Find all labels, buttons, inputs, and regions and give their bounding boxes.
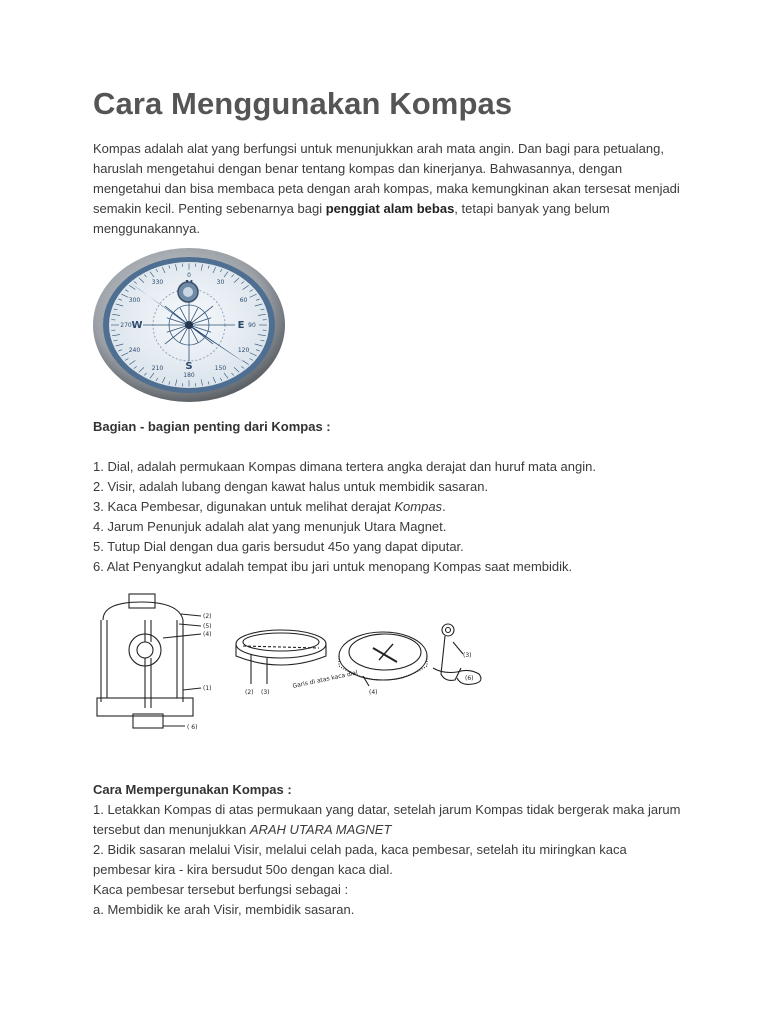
diagram-side-labels	[463, 652, 474, 682]
dial-degree-label: 150	[214, 365, 227, 373]
diagram-front-labels	[187, 613, 212, 731]
compass-photo	[92, 246, 288, 403]
usage-step-2: 2. Bidik sasaran melalui Visir, melalui celah pada, kaca pembesar, setelah itu miringkan kaca pembesar kira - kira bersudut 50o dengan kaca dial.	[93, 842, 627, 877]
diagram-label: (4)	[369, 689, 378, 696]
intro-text-start: Kompas adalah alat yang berfungsi untuk menunjukkan arah mata angin. Dan bagi para petualang, haruslah mengetahui dengan benar tentang kompas dan kinerjanya. Bahwasannya, dengan mengetahui dan bisa membaca peta dengan arah kompas, maka kemungkinan akan tersesat menjadi semakin kecil. Penting sebenarnya bagi	[93, 141, 680, 216]
usage-step-1	[93, 800, 683, 840]
dial-degree-label: 30	[216, 278, 225, 286]
diagram-label: (3)	[261, 689, 270, 696]
intro-paragraph	[93, 139, 683, 239]
diagram-label: (2)	[245, 689, 254, 696]
dial-degree-label: 240	[128, 346, 141, 354]
parts-heading: Bagian - bagian penting dari Kompas :	[93, 419, 331, 434]
parts-list	[93, 457, 596, 577]
sight-lens-inner	[183, 287, 193, 297]
diagram-label: (2)	[203, 613, 212, 620]
diagram-side-view	[433, 624, 481, 684]
intro-text-end: , tetapi banyak yang belum menggunakannya.	[93, 201, 610, 236]
usage-section	[93, 780, 683, 920]
usage-step-1-text: 1. Letakkan Kompas di atas permukaan yang datar, setelah jarum Kompas tidak bergerak maka jarum tersebut dan menunjukkan	[93, 802, 681, 837]
dial-degree-label: 90	[248, 322, 256, 329]
diagram-lid-view	[236, 630, 326, 684]
list-item	[93, 497, 596, 517]
list-item-end: .	[442, 499, 446, 514]
usage-heading: Cara Mempergunakan Kompas :	[93, 782, 292, 797]
diagram-body-labels	[369, 689, 378, 696]
dial-degree-label: 330	[151, 278, 164, 286]
dial-cardinal-label: E	[237, 320, 245, 331]
list-item: 2. Visir, adalah lubang dengan kawat halus untuk membidik sasaran.	[93, 479, 489, 494]
diagram-front-view	[97, 594, 201, 728]
page-title: Cara Menggunakan Kompas	[93, 86, 513, 121]
diagram-label: (3)	[463, 652, 472, 659]
list-item: 5. Tutup Dial dengan dua garis bersudut 45o yang dapat diputar.	[93, 539, 464, 554]
needle-pivot	[185, 321, 193, 329]
dial-degree-label: 120	[237, 346, 250, 354]
dial-degree-label: 300	[128, 297, 141, 305]
diagram-label: (4)	[203, 631, 212, 638]
dial-degree-label: 60	[239, 297, 248, 305]
dial-degree-label: 270	[120, 322, 132, 329]
diagram-label: (6)	[465, 675, 474, 682]
diagram-body-view	[339, 632, 427, 686]
usage-line-4: a. Membidik ke arah Visir, membidik sasaran.	[93, 902, 355, 917]
italic-term: Kompas	[394, 499, 443, 514]
dial-cardinal-label: S	[185, 361, 193, 373]
list-item-text: 3. Kaca Pembesar, digunakan untuk melihat derajat	[93, 499, 395, 514]
dial-degree-label: 210	[151, 365, 164, 373]
intro-bold-term: penggiat alam bebas	[325, 201, 455, 216]
diagram-label: ( 6)	[187, 724, 198, 731]
list-item: 1. Dial, adalah permukaan Kompas dimana tertera angka derajat dan huruf mata angin.	[93, 459, 596, 474]
usage-step-1-italic: ARAH UTARA MAGNET	[249, 822, 392, 837]
diagram-lid-labels	[245, 669, 359, 696]
dial-cardinal-label: W	[131, 320, 143, 331]
dial-degree-label: 0	[187, 272, 191, 280]
compass-parts-diagram	[93, 590, 488, 740]
diagram-label: (1)	[203, 685, 212, 692]
dial-degree-label: 180	[183, 371, 195, 379]
diagram-note: Garis di atas kaca dial	[291, 669, 359, 690]
diagram-label: (5)	[203, 623, 212, 630]
usage-line-3: Kaca pembesar tersebut berfungsi sebagai :	[93, 882, 349, 897]
list-item: 4. Jarum Penunjuk adalah alat yang menunjuk Utara Magnet.	[93, 519, 447, 534]
list-item: 6. Alat Penyangkut adalah tempat ibu jari untuk menopang Kompas saat membidik.	[93, 559, 573, 574]
